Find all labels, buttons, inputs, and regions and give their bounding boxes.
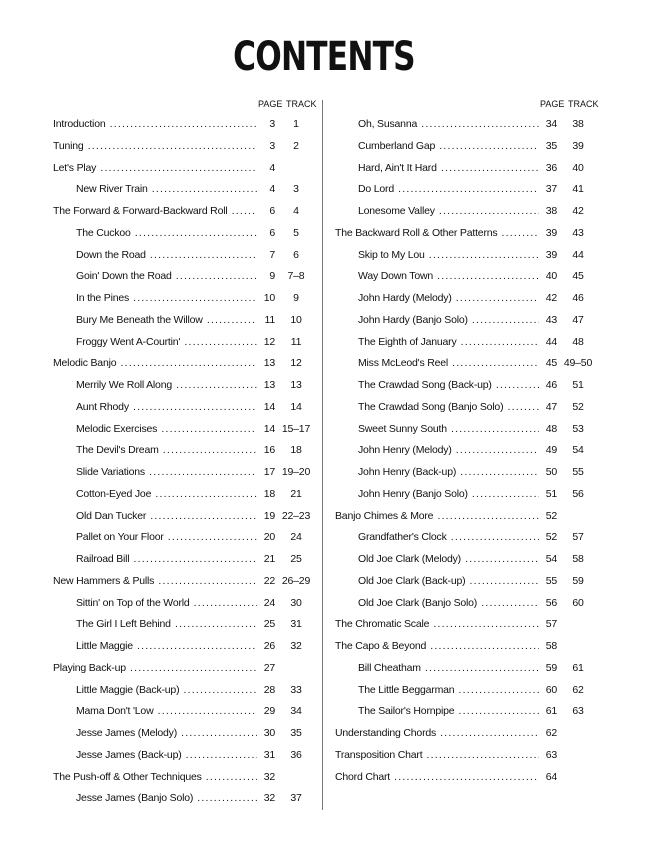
entry-title: Understanding Chords ..... xyxy=(335,723,539,745)
entry-title: Melodic Banjo ..... xyxy=(53,353,257,375)
entry-title: John Henry (Melody) ..... xyxy=(358,440,539,462)
entry-title: Down the Road ..... xyxy=(76,245,257,267)
toc-column-right xyxy=(335,96,599,788)
column-header xyxy=(53,96,317,114)
entry-track: 46 xyxy=(572,292,584,304)
toc-subentry xyxy=(335,549,595,571)
entry-page: 63 xyxy=(539,745,557,767)
entry-title: Banjo Chimes & More ..... xyxy=(335,506,539,528)
entry-track: 37 xyxy=(290,792,302,805)
entry-page: 52 xyxy=(539,506,557,528)
entry-track: 61 xyxy=(572,661,584,674)
entry-track: 32 xyxy=(290,640,302,652)
toc-subentry xyxy=(335,114,595,136)
entry-title: Mama Don't 'Low ..... xyxy=(76,701,257,723)
toc-subentry xyxy=(335,680,595,702)
entry-track: 57 xyxy=(572,531,584,544)
entry-title: Old Joe Clark (Back-up) ..... xyxy=(358,571,539,593)
entry-page: 10 xyxy=(257,288,275,310)
entry-page: 19 xyxy=(257,506,275,528)
entry-track: 41 xyxy=(572,183,584,196)
entry-title: The Devil's Dream ..... xyxy=(76,440,257,462)
entry-track: 3 xyxy=(293,183,299,196)
entry-track: 19–20 xyxy=(281,466,311,478)
toc-subentry xyxy=(335,419,595,441)
entry-page: 32 xyxy=(257,767,275,789)
entry-page: 50 xyxy=(539,462,557,484)
entry-title: Old Dan Tucker ..... xyxy=(76,506,257,528)
entry-track: 43 xyxy=(572,226,584,239)
entry-track: 9 xyxy=(293,292,299,304)
toc-subentry xyxy=(335,701,595,723)
entry-page: 13 xyxy=(257,375,275,397)
toc-subentry xyxy=(335,310,595,332)
toc-subentry xyxy=(335,484,595,506)
entry-page: 27 xyxy=(257,658,275,680)
entry-track: 44 xyxy=(572,248,584,261)
toc-subentry xyxy=(335,245,595,267)
entry-title: The Backward Roll & Other Patterns ..... xyxy=(335,223,539,245)
entry-page: 4 xyxy=(257,158,275,180)
entry-title: Old Joe Clark (Banjo Solo) ..... xyxy=(358,593,539,615)
entry-page: 32 xyxy=(257,788,275,810)
entry-track: 53 xyxy=(572,422,584,435)
entry-page: 7 xyxy=(257,245,275,267)
entry-page: 14 xyxy=(257,397,275,419)
entry-page: 60 xyxy=(539,680,557,702)
entry-page: 55 xyxy=(539,571,557,593)
toc-entry xyxy=(53,767,313,789)
entry-page: 34 xyxy=(539,114,557,136)
entry-title: Transposition Chart ..... xyxy=(335,745,539,767)
toc-subentry xyxy=(335,375,595,397)
toc-subentry xyxy=(53,788,313,810)
entry-track: 12 xyxy=(290,357,302,370)
page-header: PAGE xyxy=(540,99,565,109)
toc-subentry xyxy=(335,571,595,593)
entry-track: 47 xyxy=(572,313,584,326)
entry-track: 54 xyxy=(572,444,584,457)
entry-page: 22 xyxy=(257,571,275,593)
entry-page: 26 xyxy=(257,636,275,658)
entry-page: 16 xyxy=(257,440,275,462)
toc-subentry xyxy=(335,332,595,354)
toc-subentry xyxy=(53,680,313,702)
entry-title: Tuning ..... xyxy=(53,136,257,158)
entry-page: 36 xyxy=(539,158,557,180)
toc-subentry xyxy=(53,593,313,615)
entry-track: 15–17 xyxy=(281,422,311,435)
toc-subentry xyxy=(53,723,313,745)
toc-subentry xyxy=(53,223,313,245)
entry-page: 43 xyxy=(539,310,557,332)
entry-page: 38 xyxy=(539,201,557,223)
entry-title: Jesse James (Back-up) ..... xyxy=(76,745,257,767)
entry-track: 31 xyxy=(290,618,302,631)
entry-page: 24 xyxy=(257,593,275,615)
toc-subentry xyxy=(53,397,313,419)
entry-title: Playing Back-up ..... xyxy=(53,658,257,680)
toc-subentry xyxy=(335,201,595,223)
entry-page: 49 xyxy=(539,440,557,462)
entry-track: 56 xyxy=(572,487,584,500)
entry-track: 24 xyxy=(290,531,302,544)
entry-track: 14 xyxy=(290,400,302,413)
entry-track: 21 xyxy=(290,487,302,500)
entry-title: Jesse James (Melody) ..... xyxy=(76,723,257,745)
entry-title: In the Pines ..... xyxy=(76,288,257,310)
entry-title: Let's Play ..... xyxy=(53,158,257,180)
toc-subentry xyxy=(53,245,313,267)
entry-page: 42 xyxy=(539,288,557,310)
entry-page: 57 xyxy=(539,614,557,636)
entry-track: 33 xyxy=(290,683,302,696)
entry-title: The Chromatic Scale ..... xyxy=(335,614,539,636)
entry-page: 14 xyxy=(257,419,275,441)
toc-entry xyxy=(335,636,595,658)
toc-subentry xyxy=(335,353,595,375)
entry-title: Goin' Down the Road ..... xyxy=(76,266,257,288)
entry-track: 42 xyxy=(572,205,584,217)
entry-title: Froggy Went A-Courtin' ..... xyxy=(76,332,257,354)
entry-track: 63 xyxy=(572,705,584,718)
entry-page: 6 xyxy=(257,201,275,223)
toc-entry xyxy=(53,201,313,223)
entry-track: 25 xyxy=(290,553,302,565)
entry-track: 58 xyxy=(572,553,584,565)
entry-title: Introduction ..... xyxy=(53,114,257,136)
toc-entries-right xyxy=(335,114,595,788)
toc-subentry xyxy=(53,266,313,288)
entry-page: 11 xyxy=(257,310,275,332)
entry-track: 45 xyxy=(572,270,584,283)
toc-subentry xyxy=(335,440,595,462)
entry-track: 11 xyxy=(290,335,302,348)
entry-track: 38 xyxy=(572,118,584,130)
entry-page: 4 xyxy=(257,179,275,201)
page-title: CONTENTS xyxy=(233,34,415,80)
toc-subentry xyxy=(335,266,595,288)
entry-track: 13 xyxy=(290,379,302,391)
entry-track: 39 xyxy=(572,139,584,152)
entry-page: 13 xyxy=(257,353,275,375)
entry-track: 34 xyxy=(290,705,302,718)
entry-title: John Henry (Back-up) ..... xyxy=(358,462,539,484)
entry-title: The Little Beggarman ..... xyxy=(358,680,539,702)
entry-title: The Cuckoo ..... xyxy=(76,223,257,245)
entry-title: Aunt Rhody ..... xyxy=(76,397,257,419)
entry-page: 35 xyxy=(539,136,557,158)
entry-track: 5 xyxy=(293,226,299,239)
column-header xyxy=(335,96,599,114)
entry-title: The Forward & Forward-Backward Roll ..... xyxy=(53,201,257,223)
entry-title: The Sailor's Hornpipe ..... xyxy=(358,701,539,723)
entry-page: 3 xyxy=(257,114,275,136)
toc-entries-left xyxy=(53,114,313,810)
entry-title: Bill Cheatham ..... xyxy=(358,658,539,680)
entry-title: Chord Chart ..... xyxy=(335,767,539,789)
toc-subentry xyxy=(53,375,313,397)
entry-title: Hard, Ain't It Hard ..... xyxy=(358,158,539,180)
entry-page: 39 xyxy=(539,223,557,245)
toc-subentry xyxy=(53,549,313,571)
entry-title: The Crawdad Song (Back-up) ..... xyxy=(358,375,539,397)
entry-page: 39 xyxy=(539,245,557,267)
toc-subentry xyxy=(335,462,595,484)
entry-page: 46 xyxy=(539,375,557,397)
entry-title: Oh, Susanna ..... xyxy=(358,114,539,136)
entry-page: 64 xyxy=(539,767,557,789)
entry-title: Slide Variations ..... xyxy=(76,462,257,484)
entry-page: 48 xyxy=(539,419,557,441)
entry-track: 2 xyxy=(293,139,299,152)
entry-page: 56 xyxy=(539,593,557,615)
entry-page: 20 xyxy=(257,527,275,549)
toc-subentry xyxy=(53,179,313,201)
entry-track: 18 xyxy=(290,444,302,457)
toc-subentry xyxy=(53,745,313,767)
column-divider xyxy=(322,100,323,810)
entry-page: 6 xyxy=(257,223,275,245)
entry-track: 7–8 xyxy=(287,270,305,283)
entry-title: John Henry (Banjo Solo) ..... xyxy=(358,484,539,506)
page-header: PAGE xyxy=(258,99,283,109)
entry-page: 17 xyxy=(257,462,275,484)
toc-entry xyxy=(53,158,313,180)
entry-page: 40 xyxy=(539,266,557,288)
entry-title: The Crawdad Song (Banjo Solo) ..... xyxy=(358,397,539,419)
entry-track: 60 xyxy=(572,596,584,609)
entry-title: Lonesome Valley ..... xyxy=(358,201,539,223)
entry-track: 22–23 xyxy=(281,509,311,522)
entry-track: 1 xyxy=(293,118,299,130)
entry-title: Jesse James (Banjo Solo) ..... xyxy=(76,788,257,810)
toc-subentry xyxy=(335,288,595,310)
toc-entry xyxy=(53,136,313,158)
toc-subentry xyxy=(335,136,595,158)
toc-subentry xyxy=(335,179,595,201)
toc-entry xyxy=(335,767,595,789)
entry-title: John Hardy (Melody) ..... xyxy=(358,288,539,310)
entry-page: 28 xyxy=(257,680,275,702)
entry-title: New Hammers & Pulls ..... xyxy=(53,571,257,593)
entry-track: 26–29 xyxy=(281,574,311,587)
toc-entry xyxy=(335,745,595,767)
toc-subentry xyxy=(335,658,595,680)
entry-track: 49–50 xyxy=(563,357,593,370)
entry-page: 18 xyxy=(257,484,275,506)
toc-subentry xyxy=(53,310,313,332)
entry-title: Sittin' on Top of the World ..... xyxy=(76,593,257,615)
entry-track: 59 xyxy=(572,574,584,587)
entry-track: 62 xyxy=(572,683,584,696)
entry-page: 58 xyxy=(539,636,557,658)
toc-column-left xyxy=(53,96,317,810)
track-header: TRACK xyxy=(286,99,317,109)
entry-track: 40 xyxy=(572,161,584,174)
toc-subentry xyxy=(53,527,313,549)
entry-page: 9 xyxy=(257,266,275,288)
toc-subentry xyxy=(53,440,313,462)
entry-page: 54 xyxy=(539,549,557,571)
entry-title: Do Lord ..... xyxy=(358,179,539,201)
entry-title: Way Down Town ..... xyxy=(358,266,539,288)
entry-track: 55 xyxy=(572,466,584,478)
entry-page: 30 xyxy=(257,723,275,745)
entry-page: 52 xyxy=(539,527,557,549)
toc-subentry xyxy=(335,397,595,419)
entry-track: 36 xyxy=(290,748,302,761)
entry-page: 3 xyxy=(257,136,275,158)
entry-title: The Girl I Left Behind ..... xyxy=(76,614,257,636)
entry-track: 30 xyxy=(290,596,302,609)
toc-entry xyxy=(335,506,595,528)
entry-title: Pallet on Your Floor ..... xyxy=(76,527,257,549)
entry-title: Sweet Sunny South ..... xyxy=(358,419,539,441)
entry-page: 29 xyxy=(257,701,275,723)
toc-entry xyxy=(53,114,313,136)
entry-track: 51 xyxy=(572,379,584,391)
toc-subentry xyxy=(53,484,313,506)
entry-title: Skip to My Lou ..... xyxy=(358,245,539,267)
entry-page: 44 xyxy=(539,332,557,354)
entry-title: New River Train ..... xyxy=(76,179,257,201)
entry-page: 51 xyxy=(539,484,557,506)
toc-subentry xyxy=(335,527,595,549)
entry-title: The Push-off & Other Techniques ..... xyxy=(53,767,257,789)
entry-track: 10 xyxy=(290,313,302,326)
entry-page: 21 xyxy=(257,549,275,571)
track-header: TRACK xyxy=(568,99,599,109)
entry-track: 52 xyxy=(572,400,584,413)
toc-entry xyxy=(53,571,313,593)
toc-subentry xyxy=(335,158,595,180)
entry-title: Bury Me Beneath the Willow ..... xyxy=(76,310,257,332)
entry-title: Little Maggie (Back-up) ..... xyxy=(76,680,257,702)
toc-entry xyxy=(335,223,595,245)
toc-subentry xyxy=(53,462,313,484)
entry-page: 12 xyxy=(257,332,275,354)
entry-page: 31 xyxy=(257,745,275,767)
entry-page: 45 xyxy=(539,353,557,375)
entry-title: Grandfather's Clock ..... xyxy=(358,527,539,549)
toc-subentry xyxy=(53,332,313,354)
toc-subentry xyxy=(53,288,313,310)
entry-page: 61 xyxy=(539,701,557,723)
entry-page: 62 xyxy=(539,723,557,745)
entry-title: Little Maggie ..... xyxy=(76,636,257,658)
entry-page: 47 xyxy=(539,397,557,419)
entry-title: The Eighth of January ..... xyxy=(358,332,539,354)
toc-subentry xyxy=(335,593,595,615)
entry-title: The Capo & Beyond ..... xyxy=(335,636,539,658)
entry-title: Cotton-Eyed Joe ..... xyxy=(76,484,257,506)
entry-title: Railroad Bill ..... xyxy=(76,549,257,571)
toc-subentry xyxy=(53,701,313,723)
entry-page: 37 xyxy=(539,179,557,201)
toc-subentry xyxy=(53,419,313,441)
entry-title: Melodic Exercises ..... xyxy=(76,419,257,441)
toc-entry xyxy=(53,353,313,375)
entry-track: 35 xyxy=(290,727,302,739)
entry-track: 48 xyxy=(572,335,584,348)
toc-entry xyxy=(335,614,595,636)
entry-title: John Hardy (Banjo Solo) ..... xyxy=(358,310,539,332)
entry-title: Old Joe Clark (Melody) ..... xyxy=(358,549,539,571)
toc-subentry xyxy=(53,614,313,636)
toc-subentry xyxy=(53,506,313,528)
entry-track: 4 xyxy=(293,205,299,217)
entry-page: 59 xyxy=(539,658,557,680)
entry-track: 6 xyxy=(293,248,299,261)
toc-entry xyxy=(335,723,595,745)
toc-subentry xyxy=(53,636,313,658)
entry-title: Merrily We Roll Along ..... xyxy=(76,375,257,397)
entry-page: 25 xyxy=(257,614,275,636)
entry-title: Miss McLeod's Reel ..... xyxy=(358,353,539,375)
toc-entry xyxy=(53,658,313,680)
entry-title: Cumberland Gap ..... xyxy=(358,136,539,158)
